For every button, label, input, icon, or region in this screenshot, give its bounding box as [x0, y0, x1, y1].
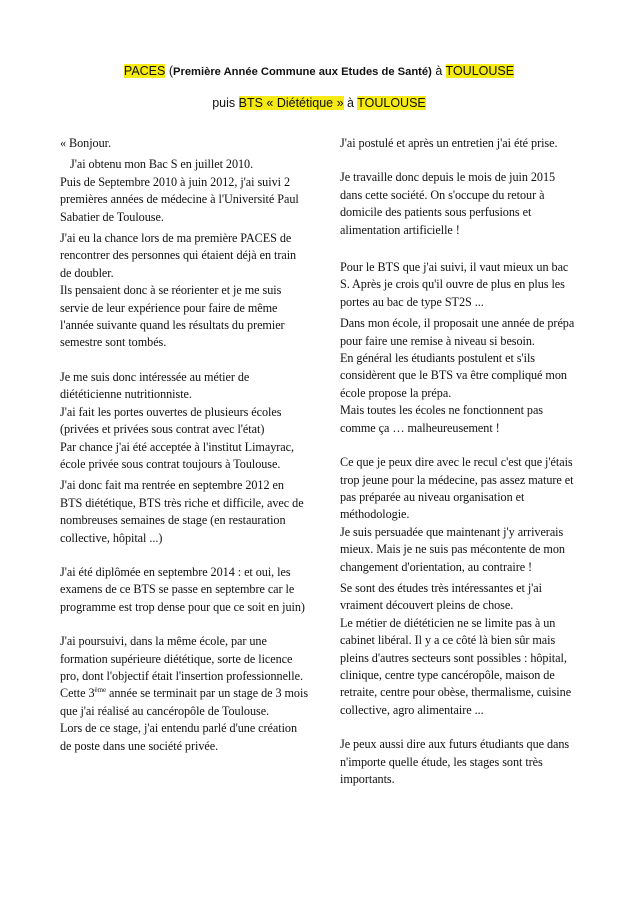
paragraph: Ce que je peux dire avec le recul c'est que j'étais trop jeune pour la médecine, pas assez mature et pas préparée au niveau organisation et méthodologie. — [340, 455, 574, 522]
title-toulouse-highlight-2: TOULOUSE — [357, 96, 426, 110]
paragraph: J'ai fait les portes ouvertes de plusieurs écoles (privées et privées sous contrat avec l'état) — [60, 404, 282, 437]
paragraph: J'ai poursuivi, dans la même école, par une formation supérieure diététique, sorte de licence pro, dont l'objectif était l'insertion professionnelle. — [60, 634, 303, 683]
paragraph — [60, 685, 308, 720]
paragraph: Dans mon école, il proposait une année de prépa pour faire une remise à niveau si besoin. — [340, 316, 575, 348]
title-a-2: à — [343, 96, 358, 110]
left-column — [60, 135, 308, 755]
right-column — [340, 135, 578, 788]
paragraph: Se sont des études très intéressantes et j'ai vraiment découvert pleins de chose. — [340, 580, 543, 613]
paragraph: J'ai postulé et après un entretien j'ai été prise. — [340, 136, 558, 150]
superscript: ème — [94, 686, 107, 695]
paragraph: « Bonjour. — [60, 136, 111, 150]
paragraph: Pour le BTS que j'ai suivi, il vaut mieux un bac S. Après je crois qu'il ouvre de plus en plus les portes au bac de type ST2S ... — [340, 260, 569, 309]
title-paces-highlight: PACES — [123, 64, 166, 78]
title-paces-expansion: Première Année Commune aux Etudes de Santé) — [173, 66, 432, 78]
paragraph: Ils pensaient donc à se réorienter et je me suis servie de leur expérience pour faire de même l'année suivante quand les résultats du premier semestre sont tombés. — [60, 283, 285, 350]
page-title-line-2 — [0, 94, 638, 112]
text-run: Cette 3 — [60, 686, 95, 701]
paragraph: Je me suis donc intéressée au métier de diététicienne nutritionniste. — [60, 369, 250, 402]
paragraph: Je suis persuadée que maintenant j'y arriverais mieux. Mais je ne suis pas mécontente de mon changement d'orientation, au contraire ! — [340, 524, 565, 574]
paragraph: Le métier de diététicien ne se limite pas à un cabinet libéral. Il y a ce côté là bien sûr mais pleins d'autres secteurs sont possibles : hôpital, clinique, centre type cancéropôle, maison de retraite, centre pour obèse, thermalisme, cuisine collective, agro alimentaire ... — [340, 615, 572, 717]
text-run: année se terminait par un stage de 3 mois que j'ai réalisé au cancéropôle de Toulouse. — [60, 686, 309, 718]
paragraph: En général les étudiants postulent et s'ils considèrent que le BTS va être compliqué mon école propose la prépa. — [340, 351, 567, 400]
title-open-paren: ( — [168, 64, 174, 78]
page-title-line-1 — [0, 62, 638, 81]
title-toulouse-highlight-1: TOULOUSE — [445, 64, 515, 78]
title-puis: puis — [212, 96, 239, 110]
paragraph: Je peux aussi dire aux futurs étudiants que dans n'importe quelle étude, les stages sont très importants. — [340, 737, 570, 786]
title-bts-highlight: BTS « Diététique » — [238, 96, 344, 110]
paragraph: Mais toutes les écoles ne fonctionnent pas comme ça … malheureusement ! — [340, 403, 544, 435]
paragraph: Je travaille donc depuis le mois de juin 2015 dans cette société. On s'occupe du retour à domicile des patients sous perfusions et alimentation artificielle ! — [340, 170, 556, 237]
paragraph: J'ai eu la chance lors de ma première PACES de rencontrer des personnes qui étaient déjà en train de doubler. — [60, 231, 297, 280]
paragraph: Par chance j'ai été acceptée à l'institut Limayrac, école privée sous contrat toujours à Toulouse. — [60, 439, 294, 471]
paragraph: J'ai été diplômée en septembre 2014 : et oui, les examens de ce BTS se passe en septembre car le programme est trop dense pour que ce soit en juin) — [60, 564, 305, 614]
paragraph: J'ai donc fait ma rentrée en septembre 2012 en BTS diététique, BTS très riche et difficile, avec de nombreuses semaines de stage (en restauration collective, hôpital ...) — [60, 478, 304, 545]
paragraph: Puis de Septembre 2010 à juin 2012, j'ai suivi 2 premières années de médecine à l'Université Paul Sabatier de Toulouse. — [60, 174, 299, 224]
title-a-1: à — [431, 64, 446, 78]
paragraph: Lors de ce stage, j'ai entendu parlé d'une création de poste dans une société privée. — [60, 721, 298, 753]
paragraph: J'ai obtenu mon Bac S en juillet 2010. — [70, 157, 254, 172]
